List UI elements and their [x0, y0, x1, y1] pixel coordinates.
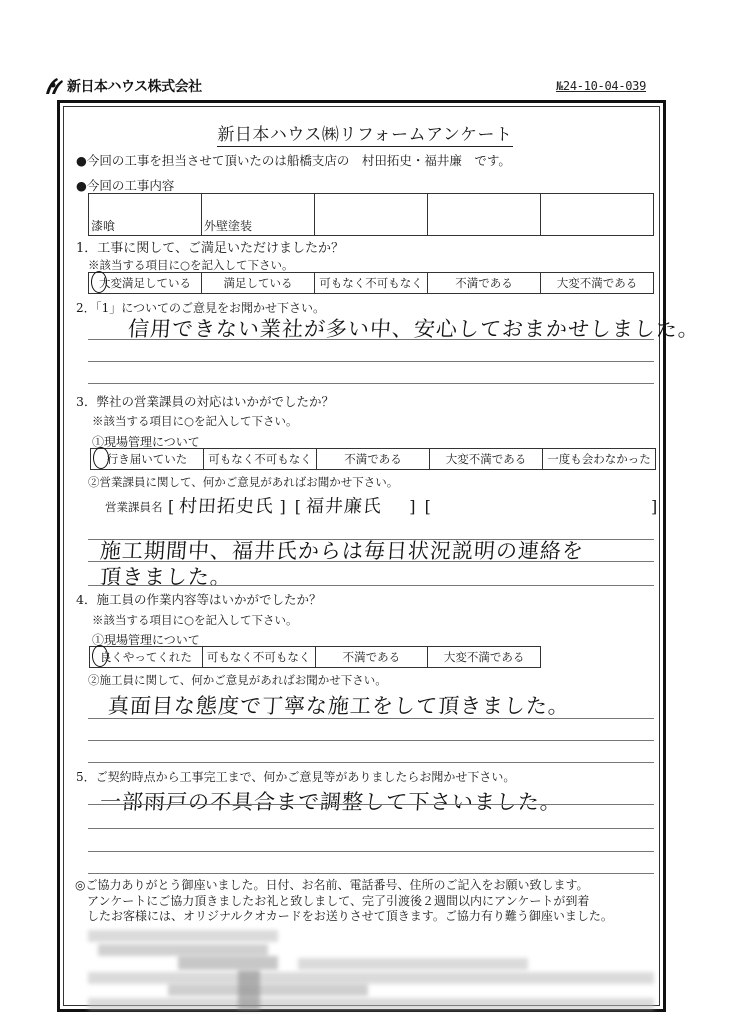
- work-content-cell[interactable]: 漆喰: [89, 194, 202, 236]
- company-name: 新日本ハウス株式会社: [67, 79, 202, 95]
- q1-option-very-satisfied[interactable]: [89, 273, 202, 294]
- answer-line: [88, 383, 654, 384]
- option-label: 良くやってくれた: [99, 650, 192, 664]
- work-content-label: ●今回の工事内容: [76, 178, 175, 193]
- q4-option-very-dissatisfied[interactable]: [428, 647, 541, 668]
- q1-option-very-dissatisfied[interactable]: [541, 273, 654, 294]
- q3-answer-line2[interactable]: 頂きました。: [99, 565, 233, 589]
- document-number: №24-10-04-039: [556, 79, 647, 93]
- company-logo: [44, 76, 202, 96]
- thank-you-line-3: したお客様には、オリジナルクオカードをお送りさせて頂きます。ご協力有り難う御座いました。: [75, 909, 613, 923]
- option-label: 不満である: [342, 650, 401, 664]
- q1-options-table: [88, 272, 654, 294]
- answer-line: [88, 339, 654, 340]
- q3-sub2-label: ②営業課員に関して、何かご意見があればお聞かせ下さい。: [88, 475, 399, 489]
- staff-name-label: 営業課員名: [105, 500, 163, 514]
- q1-option-dissatisfied[interactable]: [428, 273, 541, 294]
- work-content-cell[interactable]: [428, 194, 541, 236]
- work-content-table: [88, 193, 654, 236]
- q3-question: 3．弊社の営業課員の対応はいかがでしたか？: [76, 394, 334, 409]
- q3-sub1-label: ①現場管理について: [92, 435, 200, 449]
- option-label: 大変不満である: [556, 276, 638, 290]
- option-label: 大変不満である: [445, 452, 527, 466]
- answer-line: [88, 762, 654, 763]
- bracket-close: ]: [409, 497, 416, 516]
- form-title-text: 新日本ハウス㈱リフォームアンケート: [217, 125, 513, 145]
- selection-circle: [92, 645, 108, 667]
- answer-line: [88, 361, 654, 362]
- bracket-open: [: [294, 497, 302, 516]
- q3-option-neutral[interactable]: [204, 449, 317, 470]
- q4-option-neutral[interactable]: [202, 647, 315, 668]
- form-title: [0, 120, 730, 145]
- q4-option-good[interactable]: [90, 647, 203, 668]
- bracket-open: [: [168, 497, 175, 516]
- option-label: 可もなく不可もなく: [206, 650, 311, 664]
- answer-line: [88, 740, 654, 741]
- q5-question: 5．ご契約時点から工事完工まで、何かご意見等がありましたらお聞かせ下さい。: [76, 770, 516, 784]
- q2-answer[interactable]: 信用できない業社が多い中、安心しておまかせしました。: [127, 317, 701, 341]
- q1-option-satisfied[interactable]: [202, 273, 315, 294]
- option-label: 一度も会わなかった: [547, 452, 651, 466]
- company-logo-icon: [44, 76, 64, 96]
- option-label: 満足している: [223, 276, 293, 290]
- intro-text: ●今回の工事を担当させて頂いたのは船橋支店の 村田拓史・福井廉 です。: [76, 153, 511, 168]
- staff-names-row: [168, 492, 657, 518]
- thank-you-note: [75, 878, 613, 925]
- q3-options-table: [90, 448, 656, 470]
- selection-circle: [91, 271, 107, 293]
- work-content-cell[interactable]: 外壁塗装: [202, 194, 315, 236]
- q5-answer[interactable]: 一部雨戸の不具合まで調整して下さいました。: [99, 790, 563, 814]
- option-label: 不満である: [455, 276, 513, 290]
- q3-option-attentive[interactable]: [91, 449, 204, 470]
- bracket-open: [: [424, 497, 431, 516]
- staff-name-1[interactable]: 村田拓史氏: [178, 496, 275, 517]
- option-label: 可もなく不可もなく: [319, 276, 423, 290]
- thank-you-line-2: アンケートにご協力頂きましたお礼と致しまして、完了引渡後２週間以内にアンケートが到着: [75, 893, 590, 908]
- answer-line: [88, 828, 654, 829]
- q4-sub1-label: ①現場管理について: [92, 633, 200, 647]
- option-label: 行き届いていた: [106, 452, 188, 466]
- q1-question: 1．工事に関して、ご満足いただけましたか？: [76, 241, 345, 256]
- q1-instruction: ※該当する項目に○を記入して下さい。: [88, 258, 294, 272]
- q3-option-never-met[interactable]: [543, 449, 656, 470]
- bracket-close: ]: [651, 497, 658, 516]
- q4-sub2-label: ②施工員に関して、何かご意見があればお聞かせ下さい。: [88, 673, 387, 687]
- option-label: 大変不満である: [443, 650, 525, 664]
- selection-circle: [93, 447, 109, 469]
- q4-options-table: [89, 646, 541, 668]
- q3-option-very-dissatisfied[interactable]: [430, 449, 543, 470]
- answer-line: [88, 804, 654, 805]
- q4-option-dissatisfied[interactable]: [315, 647, 428, 668]
- q1-option-neutral[interactable]: [315, 273, 428, 294]
- work-content-cell[interactable]: [541, 194, 654, 236]
- q3-option-dissatisfied[interactable]: [317, 449, 430, 470]
- q4-question: 4．施工員の作業内容等はいかがでしたか？: [76, 592, 322, 607]
- q2-question: 2．「1」についてのご意見をお聞かせ下さい。: [76, 301, 326, 315]
- option-label: 不満である: [344, 452, 402, 466]
- answer-line: [88, 873, 654, 874]
- staff-name-2[interactable]: 福井廉氏: [305, 496, 383, 517]
- answer-line: [88, 585, 654, 586]
- q3-answer-line1[interactable]: 施工期間中、福井氏からは毎日状況説明の連絡を: [99, 539, 585, 563]
- answer-line: [88, 851, 654, 852]
- redacted-personal-info: [88, 930, 654, 1010]
- q3-instruction: ※該当する項目に○を記入して下さい。: [92, 414, 298, 428]
- option-label: 大変満足している: [99, 276, 191, 290]
- thank-you-line-1: ◎ご協力ありがとう御座いました。日付、お名前、電話番号、住所のご記入をお願い致します。: [75, 878, 589, 892]
- q4-instruction: ※該当する項目に○を記入して下さい。: [92, 613, 298, 627]
- work-content-cell[interactable]: [315, 194, 428, 236]
- answer-line: [88, 718, 654, 719]
- option-label: 可もなく不可もなく: [208, 452, 312, 466]
- q4-answer[interactable]: 真面目な態度で丁寧な施工をして頂きました。: [107, 694, 571, 718]
- bracket-close: ]: [279, 497, 286, 516]
